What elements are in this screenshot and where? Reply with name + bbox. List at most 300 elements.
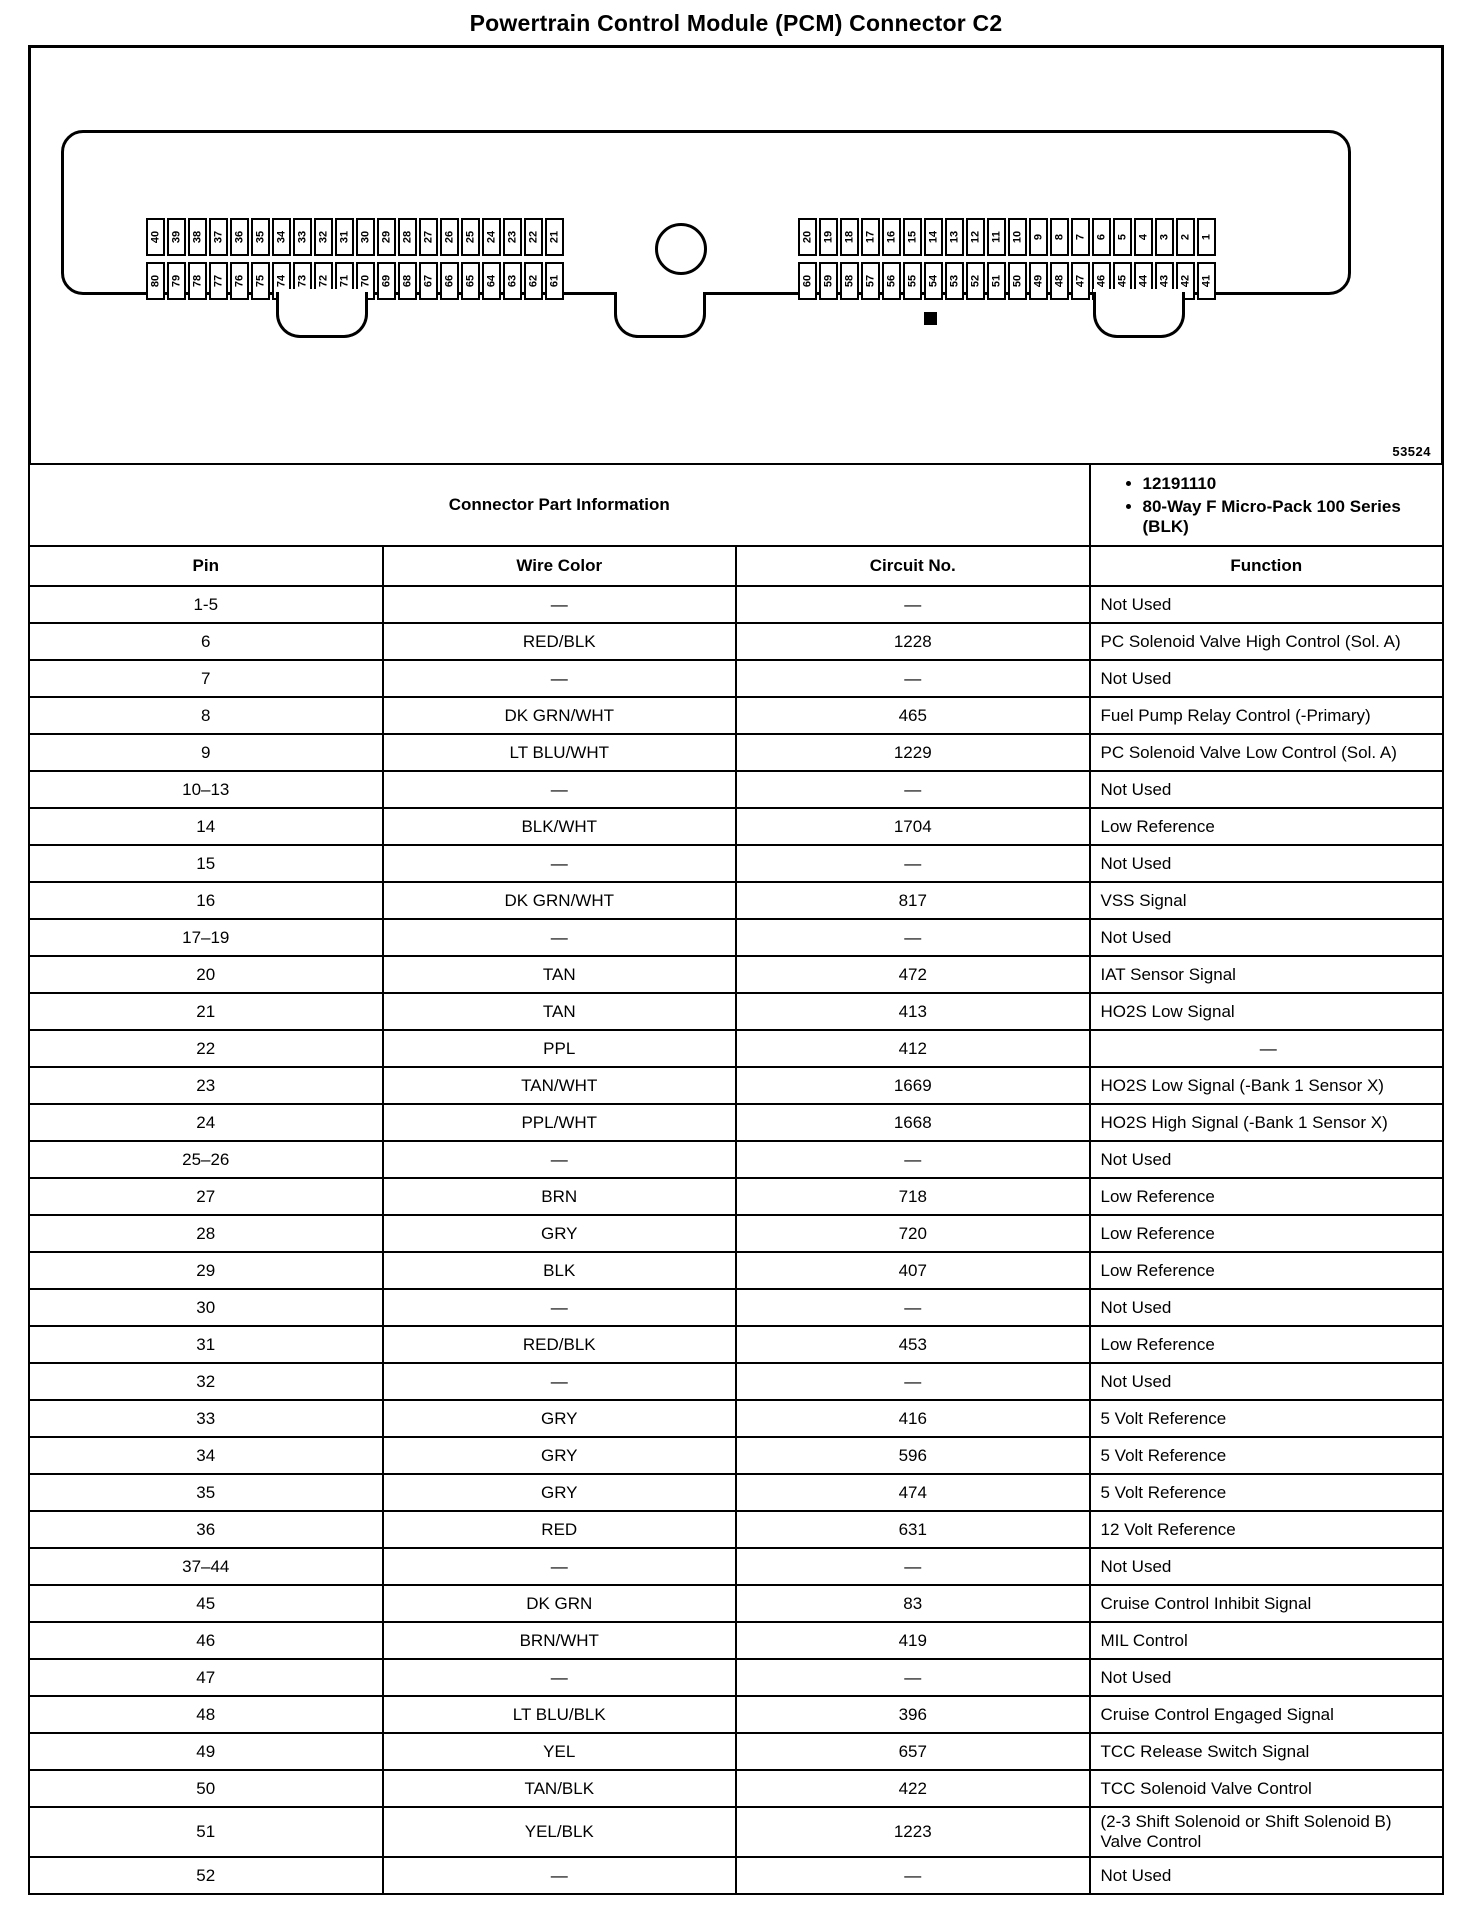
pin-number-label: 25 (464, 230, 476, 244)
cell-circuit-number: — (736, 1659, 1090, 1696)
pin-number-label: 16 (885, 230, 897, 244)
table-row (29, 1067, 1443, 1104)
pin-number-label: 20 (801, 230, 813, 244)
column-header-pin: Pin (29, 546, 383, 586)
table-row (29, 1548, 1443, 1585)
pin-6 (1092, 218, 1111, 256)
cell-circuit-number: 596 (736, 1437, 1090, 1474)
pin-number-label: 75 (254, 274, 266, 288)
pin-number-label: 69 (380, 274, 392, 288)
cell-pin: 24 (29, 1104, 383, 1141)
table-row (29, 1215, 1443, 1252)
pin-number-label: 30 (359, 230, 371, 244)
pin-56 (882, 262, 901, 300)
pin-number-label: 62 (527, 274, 539, 288)
pin-number-label: 21 (548, 230, 560, 244)
table-row (29, 1696, 1443, 1733)
cell-pin: 25–26 (29, 1141, 383, 1178)
pin-number-label: 47 (1074, 274, 1086, 288)
pin-number-label: 72 (317, 274, 329, 288)
pin-24 (482, 218, 501, 256)
cell-wire-color: YEL (383, 1733, 737, 1770)
cell-pin: 9 (29, 734, 383, 771)
table-row (29, 1622, 1443, 1659)
pin-55 (903, 262, 922, 300)
pin-23 (503, 218, 522, 256)
pin-76 (230, 262, 249, 300)
cell-circuit-number: 1669 (736, 1067, 1090, 1104)
cell-pin: 29 (29, 1252, 383, 1289)
pin-number-label: 79 (170, 274, 182, 288)
cell-wire-color: — (383, 845, 737, 882)
pin-58 (840, 262, 859, 300)
pin-57 (861, 262, 880, 300)
table-row (29, 586, 1443, 623)
pin-66 (440, 262, 459, 300)
cell-wire-color: RED/BLK (383, 1326, 737, 1363)
cell-wire-color: TAN (383, 956, 737, 993)
pin-number-label: 68 (401, 274, 413, 288)
cell-pin: 17–19 (29, 919, 383, 956)
pin-number-label: 17 (864, 230, 876, 244)
table-row (29, 1659, 1443, 1696)
pin-number-label: 12 (969, 230, 981, 244)
connector-spec-table (28, 463, 1444, 1895)
pin-29 (377, 218, 396, 256)
table-row (29, 1437, 1443, 1474)
cell-wire-color: GRY (383, 1215, 737, 1252)
cell-circuit-number: — (736, 1363, 1090, 1400)
cell-function: Low Reference (1090, 1178, 1444, 1215)
pin-number-label: 18 (843, 230, 855, 244)
pin-number-label: 15 (906, 230, 918, 244)
pin-number-label: 14 (927, 230, 939, 244)
table-row (29, 1252, 1443, 1289)
cell-wire-color: BRN (383, 1178, 737, 1215)
table-row (29, 1289, 1443, 1326)
cell-function: IAT Sensor Signal (1090, 956, 1444, 993)
pin-number-label: 11 (990, 231, 1002, 243)
cell-function: VSS Signal (1090, 882, 1444, 919)
pin-number-label: 34 (275, 230, 287, 244)
pin-number-label: 10 (1011, 230, 1023, 244)
pin-50 (1008, 262, 1027, 300)
pin-3 (1155, 218, 1174, 256)
cell-wire-color: TAN/BLK (383, 1770, 737, 1807)
pin-25 (461, 218, 480, 256)
cell-wire-color: LT BLU/WHT (383, 734, 737, 771)
cell-circuit-number: — (736, 845, 1090, 882)
pin-number-label: 19 (822, 230, 834, 244)
connector-part-information-heading: Connector Part Information (29, 464, 1090, 546)
pin-67 (419, 262, 438, 300)
pin-number-label: 22 (527, 230, 539, 244)
cell-wire-color: GRY (383, 1437, 737, 1474)
table-row (29, 734, 1443, 771)
pin-number-label: 48 (1053, 274, 1065, 288)
pin-63 (503, 262, 522, 300)
cell-function: 12 Volt Reference (1090, 1511, 1444, 1548)
cell-circuit-number: 83 (736, 1585, 1090, 1622)
pin-number-label: 44 (1137, 274, 1149, 288)
pin-65 (461, 262, 480, 300)
cell-function: Low Reference (1090, 1215, 1444, 1252)
connector-part-information-bullets (1090, 464, 1444, 546)
column-header-function: Function (1090, 546, 1444, 586)
cell-wire-color: PPL (383, 1030, 737, 1067)
cell-wire-color: TAN/WHT (383, 1067, 737, 1104)
column-header-circuit: Circuit No. (736, 546, 1090, 586)
pin-36 (230, 218, 249, 256)
cell-pin: 32 (29, 1363, 383, 1400)
cell-wire-color: GRY (383, 1474, 737, 1511)
pin-18 (840, 218, 859, 256)
pin-number-label: 51 (990, 274, 1002, 288)
pin-number-label: 31 (338, 230, 350, 244)
cell-wire-color: DK GRN (383, 1585, 737, 1622)
pin-number-label: 55 (906, 274, 918, 288)
pin-32 (314, 218, 333, 256)
pin-41 (1197, 262, 1216, 300)
pin-40 (146, 218, 165, 256)
table-row (29, 1326, 1443, 1363)
pin-49 (1029, 262, 1048, 300)
figure-number: 53524 (1392, 444, 1431, 459)
pin-16 (882, 218, 901, 256)
pin-number-label: 6 (1095, 233, 1107, 241)
cell-pin: 21 (29, 993, 383, 1030)
cell-wire-color: GRY (383, 1400, 737, 1437)
table-row (29, 660, 1443, 697)
pin-54 (924, 262, 943, 300)
pin-number-label: 45 (1116, 274, 1128, 288)
page-title: Powertrain Control Module (PCM) Connector C2 (469, 10, 1003, 36)
cell-wire-color: — (383, 660, 737, 697)
cell-wire-color: — (383, 919, 737, 956)
cell-wire-color: DK GRN/WHT (383, 697, 737, 734)
pin-number-label: 3 (1158, 233, 1170, 241)
cell-circuit-number: — (736, 1857, 1090, 1894)
cell-wire-color: YEL/BLK (383, 1807, 737, 1857)
cell-function: Not Used (1090, 919, 1444, 956)
cell-circuit-number: — (736, 919, 1090, 956)
cell-pin: 30 (29, 1289, 383, 1326)
pin-row-top-right (798, 218, 1218, 256)
cell-function: PC Solenoid Valve Low Control (Sol. A) (1090, 734, 1444, 771)
cell-function: HO2S Low Signal (-Bank 1 Sensor X) (1090, 1067, 1444, 1104)
cell-wire-color: BRN/WHT (383, 1622, 737, 1659)
pin-15 (903, 218, 922, 256)
table-row (29, 919, 1443, 956)
cell-function: Not Used (1090, 586, 1444, 623)
cell-wire-color: — (383, 771, 737, 808)
pin-64 (482, 262, 501, 300)
pin-number-label: 57 (864, 274, 876, 288)
pin-4 (1134, 218, 1153, 256)
cell-pin: 1-5 (29, 586, 383, 623)
pin-52 (966, 262, 985, 300)
pin-31 (335, 218, 354, 256)
pin-number-label: 78 (191, 274, 203, 288)
cell-function: 5 Volt Reference (1090, 1437, 1444, 1474)
pin-number-label: 74 (275, 274, 287, 288)
cell-wire-color: — (383, 1289, 737, 1326)
pin-number-label: 53 (948, 274, 960, 288)
cell-circuit-number: 631 (736, 1511, 1090, 1548)
cell-function: Not Used (1090, 660, 1444, 697)
pin-10 (1008, 218, 1027, 256)
pin-9 (1029, 218, 1048, 256)
pin-60 (798, 262, 817, 300)
cell-function: Fuel Pump Relay Control (-Primary) (1090, 697, 1444, 734)
cell-function: Not Used (1090, 771, 1444, 808)
cell-wire-color: PPL/WHT (383, 1104, 737, 1141)
pin-number-label: 43 (1158, 274, 1170, 288)
cell-circuit-number: 413 (736, 993, 1090, 1030)
pin-47 (1071, 262, 1090, 300)
connector-tab-left (276, 292, 368, 338)
cell-circuit-number: 453 (736, 1326, 1090, 1363)
pin-7 (1071, 218, 1090, 256)
cell-circuit-number: 407 (736, 1252, 1090, 1289)
pin-number-label: 71 (338, 274, 350, 288)
pin-number-label: 1 (1200, 233, 1212, 241)
cell-circuit-number: — (736, 1289, 1090, 1326)
cell-pin: 27 (29, 1178, 383, 1215)
pin-number-label: 28 (401, 230, 413, 244)
table-row (29, 1104, 1443, 1141)
keying-marker-right (924, 312, 937, 325)
cell-function: Cruise Control Inhibit Signal (1090, 1585, 1444, 1622)
cell-circuit-number: 1223 (736, 1807, 1090, 1857)
pin-20 (798, 218, 817, 256)
pin-17 (861, 218, 880, 256)
table-row (29, 1400, 1443, 1437)
pin-28 (398, 218, 417, 256)
pin-39 (167, 218, 186, 256)
pin-number-label: 65 (464, 274, 476, 288)
pin-8 (1050, 218, 1069, 256)
pin-14 (924, 218, 943, 256)
cell-function: Low Reference (1090, 1252, 1444, 1289)
pin-79 (167, 262, 186, 300)
pin-62 (524, 262, 543, 300)
pin-number-label: 49 (1032, 274, 1044, 288)
cell-circuit-number: 1704 (736, 808, 1090, 845)
pin-21 (545, 218, 564, 256)
pin-number-label: 2 (1179, 233, 1191, 241)
pin-number-label: 70 (359, 274, 371, 288)
cell-pin: 50 (29, 1770, 383, 1807)
connector-part-information-row (29, 464, 1443, 546)
cell-circuit-number: — (736, 660, 1090, 697)
cell-pin: 6 (29, 623, 383, 660)
cell-wire-color: DK GRN/WHT (383, 882, 737, 919)
pin-35 (251, 218, 270, 256)
cell-pin: 8 (29, 697, 383, 734)
cell-function: — (1090, 1030, 1444, 1067)
pin-59 (819, 262, 838, 300)
pin-22 (524, 218, 543, 256)
connector-tab-right (1093, 292, 1185, 338)
cell-circuit-number: — (736, 1141, 1090, 1178)
cell-circuit-number: — (736, 586, 1090, 623)
pin-row-top-left (146, 218, 566, 256)
cell-function: PC Solenoid Valve High Control (Sol. A) (1090, 623, 1444, 660)
cell-function: Not Used (1090, 845, 1444, 882)
pin-12 (966, 218, 985, 256)
pin-number-label: 64 (485, 274, 497, 288)
pin-number-label: 32 (317, 230, 329, 244)
pin-number-label: 52 (969, 274, 981, 288)
cell-pin: 48 (29, 1696, 383, 1733)
cell-pin: 7 (29, 660, 383, 697)
cell-circuit-number: 718 (736, 1178, 1090, 1215)
cell-function: HO2S Low Signal (1090, 993, 1444, 1030)
pin-number-label: 61 (548, 274, 560, 288)
pin-5 (1113, 218, 1132, 256)
pin-number-label: 58 (843, 274, 855, 288)
cell-pin: 31 (29, 1326, 383, 1363)
connector-illustration (28, 45, 1444, 463)
column-header-color: Wire Color (383, 546, 737, 586)
pin-number-label: 59 (822, 274, 834, 288)
cell-pin: 14 (29, 808, 383, 845)
cell-function: Not Used (1090, 1141, 1444, 1178)
pin-26 (440, 218, 459, 256)
cell-function: 5 Volt Reference (1090, 1400, 1444, 1437)
table-row (29, 1857, 1443, 1894)
cell-pin: 33 (29, 1400, 383, 1437)
cell-wire-color: RED (383, 1511, 737, 1548)
cell-circuit-number: — (736, 771, 1090, 808)
pin-number-label: 36 (233, 230, 245, 244)
pin-number-label: 7 (1074, 233, 1086, 241)
cell-pin: 10–13 (29, 771, 383, 808)
cell-wire-color: — (383, 1659, 737, 1696)
pin-51 (987, 262, 1006, 300)
pin-number-label: 29 (380, 230, 392, 244)
pin-number-label: 9 (1032, 233, 1044, 241)
pin-2 (1176, 218, 1195, 256)
cell-circuit-number: 1668 (736, 1104, 1090, 1141)
cell-wire-color: — (383, 1363, 737, 1400)
pin-53 (945, 262, 964, 300)
cell-circuit-number: 422 (736, 1770, 1090, 1807)
cell-circuit-number: 419 (736, 1622, 1090, 1659)
cell-wire-color: TAN (383, 993, 737, 1030)
pin-11 (987, 218, 1006, 256)
pin-number-label: 5 (1116, 233, 1128, 241)
pin-1 (1197, 218, 1216, 256)
cell-wire-color: LT BLU/BLK (383, 1696, 737, 1733)
connector-part-bullet: • 12191110 (1143, 474, 1437, 494)
table-row (29, 1511, 1443, 1548)
table-row (29, 845, 1443, 882)
cell-pin: 49 (29, 1733, 383, 1770)
pin-number-label: 67 (422, 274, 434, 288)
pin-61 (545, 262, 564, 300)
pin-number-label: 26 (443, 230, 455, 244)
pin-number-label: 42 (1179, 274, 1191, 288)
cell-pin: 16 (29, 882, 383, 919)
pin-number-label: 76 (233, 274, 245, 288)
pin-27 (419, 218, 438, 256)
pin-30 (356, 218, 375, 256)
cell-circuit-number: 720 (736, 1215, 1090, 1252)
cell-wire-color: RED/BLK (383, 623, 737, 660)
cell-circuit-number: — (736, 1548, 1090, 1585)
cell-pin: 22 (29, 1030, 383, 1067)
cell-wire-color: BLK (383, 1252, 737, 1289)
pin-13 (945, 218, 964, 256)
cell-pin: 52 (29, 1857, 383, 1894)
cell-function: TCC Release Switch Signal (1090, 1733, 1444, 1770)
cell-function: HO2S High Signal (-Bank 1 Sensor X) (1090, 1104, 1444, 1141)
pin-number-label: 63 (506, 274, 518, 288)
cell-function: Not Used (1090, 1548, 1444, 1585)
pin-number-label: 73 (296, 274, 308, 288)
pin-number-label: 35 (254, 230, 266, 244)
pin-number-label: 37 (212, 230, 224, 244)
cell-circuit-number: 474 (736, 1474, 1090, 1511)
cell-wire-color: BLK/WHT (383, 808, 737, 845)
cell-pin: 20 (29, 956, 383, 993)
pin-48 (1050, 262, 1069, 300)
cell-function: 5 Volt Reference (1090, 1474, 1444, 1511)
cell-pin: 45 (29, 1585, 383, 1622)
cell-circuit-number: 412 (736, 1030, 1090, 1067)
pin-69 (377, 262, 396, 300)
table-row (29, 1030, 1443, 1067)
pin-number-label: 41 (1200, 274, 1212, 288)
cell-pin: 23 (29, 1067, 383, 1104)
cell-circuit-number: 657 (736, 1733, 1090, 1770)
pin-19 (819, 218, 838, 256)
pin-number-label: 66 (443, 274, 455, 288)
pin-number-label: 24 (485, 230, 497, 244)
cell-pin: 36 (29, 1511, 383, 1548)
pin-75 (251, 262, 270, 300)
pin-77 (209, 262, 228, 300)
pin-number-label: 39 (170, 230, 182, 244)
table-row (29, 1807, 1443, 1857)
pin-33 (293, 218, 312, 256)
cell-function: Not Used (1090, 1289, 1444, 1326)
pin-number-label: 56 (885, 274, 897, 288)
connector-part-bullet: • 80-Way F Micro-Pack 100 Series (BLK) (1143, 497, 1437, 537)
cell-wire-color: — (383, 586, 737, 623)
table-row (29, 1474, 1443, 1511)
connector-tab-center (614, 292, 706, 338)
table-row (29, 882, 1443, 919)
cell-pin: 37–44 (29, 1548, 383, 1585)
table-row (29, 1585, 1443, 1622)
pin-37 (209, 218, 228, 256)
cell-function: TCC Solenoid Valve Control (1090, 1770, 1444, 1807)
table-row (29, 1363, 1443, 1400)
cell-pin: 46 (29, 1622, 383, 1659)
cell-function: MIL Control (1090, 1622, 1444, 1659)
pin-number-label: 33 (296, 230, 308, 244)
pin-68 (398, 262, 417, 300)
cell-function: (2-3 Shift Solenoid or Shift Solenoid B) Valve Control (1090, 1807, 1444, 1857)
cell-function: Not Used (1090, 1659, 1444, 1696)
cell-pin: 34 (29, 1437, 383, 1474)
table-row (29, 956, 1443, 993)
cell-circuit-number: 416 (736, 1400, 1090, 1437)
cell-function: Not Used (1090, 1363, 1444, 1400)
